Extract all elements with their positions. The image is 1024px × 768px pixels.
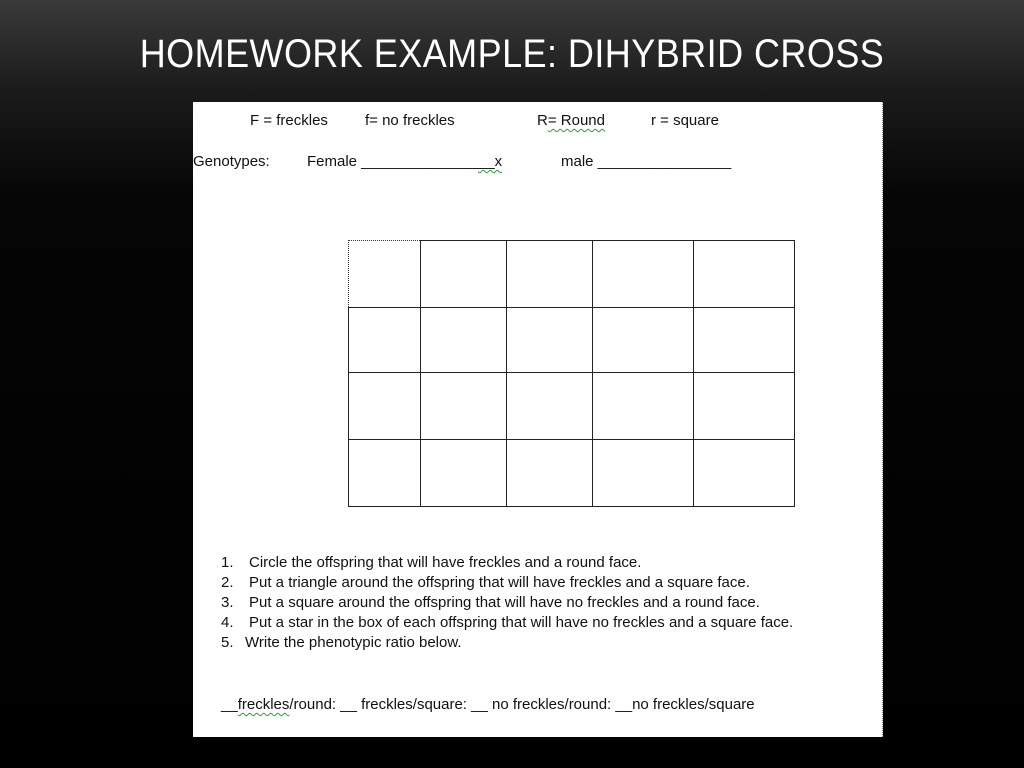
punnett-square-grid bbox=[348, 240, 795, 507]
instruction-item bbox=[221, 573, 861, 593]
male-blank: male ________________ bbox=[561, 153, 732, 170]
instruction-number: 2. bbox=[221, 574, 234, 591]
grid-cell bbox=[593, 308, 694, 373]
grid-corner-cell bbox=[349, 241, 421, 308]
grid-row bbox=[349, 241, 795, 308]
cross-x: __x bbox=[477, 153, 503, 170]
genotypes-label: Genotypes: bbox=[193, 153, 270, 170]
phenotypic-ratio-line bbox=[221, 696, 755, 713]
instruction-number: 3. bbox=[221, 594, 234, 611]
slide-title: HOMEWORK EXAMPLE: DIHYBRID CROSS bbox=[139, 32, 885, 76]
key-round-letter: R bbox=[537, 112, 548, 129]
instruction-number: 4. bbox=[221, 614, 234, 631]
grid-cell bbox=[593, 241, 694, 308]
grid-row bbox=[349, 308, 795, 373]
grid-cell bbox=[349, 308, 421, 373]
grid-cell bbox=[694, 241, 795, 308]
grid-cell bbox=[349, 373, 421, 440]
instruction-item bbox=[221, 593, 861, 613]
grid-cell bbox=[507, 241, 593, 308]
worksheet-image bbox=[193, 102, 883, 737]
female-text: Female ______________ bbox=[307, 153, 478, 170]
instruction-text: Put a square around the offspring that will have no freckles and a round face. bbox=[249, 594, 760, 611]
grid-cell bbox=[421, 308, 507, 373]
female-blank bbox=[307, 153, 502, 170]
instruction-item bbox=[221, 633, 861, 653]
instruction-text: Put a star in the box of each offspring that will have no freckles and a square face. bbox=[249, 614, 794, 631]
instruction-item bbox=[221, 613, 861, 633]
grid-cell bbox=[507, 373, 593, 440]
grid-cell bbox=[421, 373, 507, 440]
grid-row bbox=[349, 440, 795, 507]
instruction-number: 5. bbox=[221, 634, 234, 651]
grid-cell bbox=[593, 373, 694, 440]
grid-cell bbox=[421, 440, 507, 507]
ratio-blank: __ bbox=[221, 696, 238, 713]
key-square: r = square bbox=[651, 112, 719, 129]
grid-cell bbox=[507, 308, 593, 373]
ratio-rest: /round: __ freckles/square: __ no freckles/round: __no freckles/square bbox=[289, 696, 755, 713]
instruction-item bbox=[221, 553, 861, 573]
grid-cell bbox=[507, 440, 593, 507]
ratio-freckles-word: freckles bbox=[237, 696, 290, 713]
key-no-freckles: f= no freckles bbox=[365, 112, 455, 129]
instruction-number: 1. bbox=[221, 554, 234, 571]
instruction-text: Put a triangle around the offspring that will have freckles and a square face. bbox=[249, 574, 750, 591]
instructions-list bbox=[221, 553, 861, 653]
grid-row bbox=[349, 373, 795, 440]
grid-cell bbox=[694, 373, 795, 440]
grid-cell bbox=[694, 440, 795, 507]
grid-cell bbox=[593, 440, 694, 507]
instruction-text: Write the phenotypic ratio below. bbox=[245, 634, 462, 651]
grid-cell bbox=[349, 440, 421, 507]
key-round bbox=[537, 112, 605, 129]
key-round-text: = Round bbox=[547, 112, 605, 129]
key-freckles: F = freckles bbox=[250, 112, 328, 129]
instruction-text: Circle the offspring that will have freckles and a round face. bbox=[249, 554, 642, 571]
grid-cell bbox=[421, 241, 507, 308]
grid-cell bbox=[694, 308, 795, 373]
